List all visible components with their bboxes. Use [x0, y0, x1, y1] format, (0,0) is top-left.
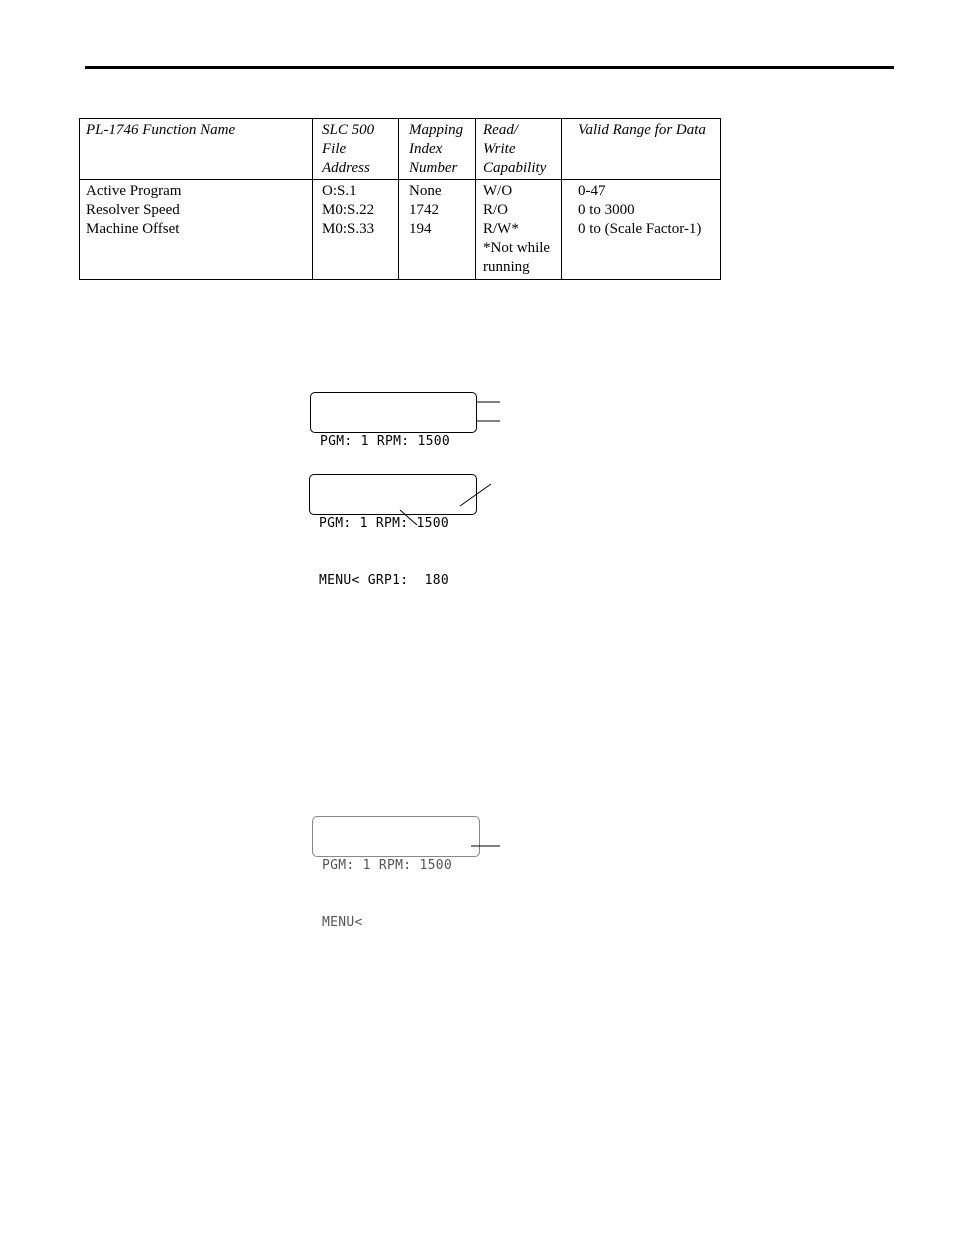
header-mapping-index: Mapping Index Number [399, 119, 476, 180]
cell-valid-ranges: 0-47 0 to 3000 0 to (Scale Factor-1) [562, 180, 721, 280]
lcd-line-2: MENU< GRP1: 180 [319, 573, 450, 588]
lcd-line-2: MENU< [322, 915, 363, 930]
lcd-line-1: PGM: 1 RPM: 1500 [322, 858, 453, 873]
cell-read-write: W/O R/O R/W* *Not while running [476, 180, 562, 280]
cell-function-names: Active Program Resolver Speed Machine Offset [80, 180, 313, 280]
header-read-write: Read/ Write Capability [476, 119, 562, 180]
cell-mapping-indexes: None 1742 194 [399, 180, 476, 280]
lcd-line-1: PGM: 1 RPM: 1500 [319, 516, 450, 531]
header-function-name: PL-1746 Function Name [80, 119, 313, 180]
header-file-address: SLC 500 File Address [313, 119, 399, 180]
leader-line [460, 484, 491, 506]
leader-line [400, 510, 417, 525]
header-valid-range: Valid Range for Data [562, 119, 721, 180]
lcd-line-1: PGM: 1 RPM: 1500 [320, 434, 451, 449]
cell-file-addresses: O:S.1 M0:S.22 M0:S.33 [313, 180, 399, 280]
